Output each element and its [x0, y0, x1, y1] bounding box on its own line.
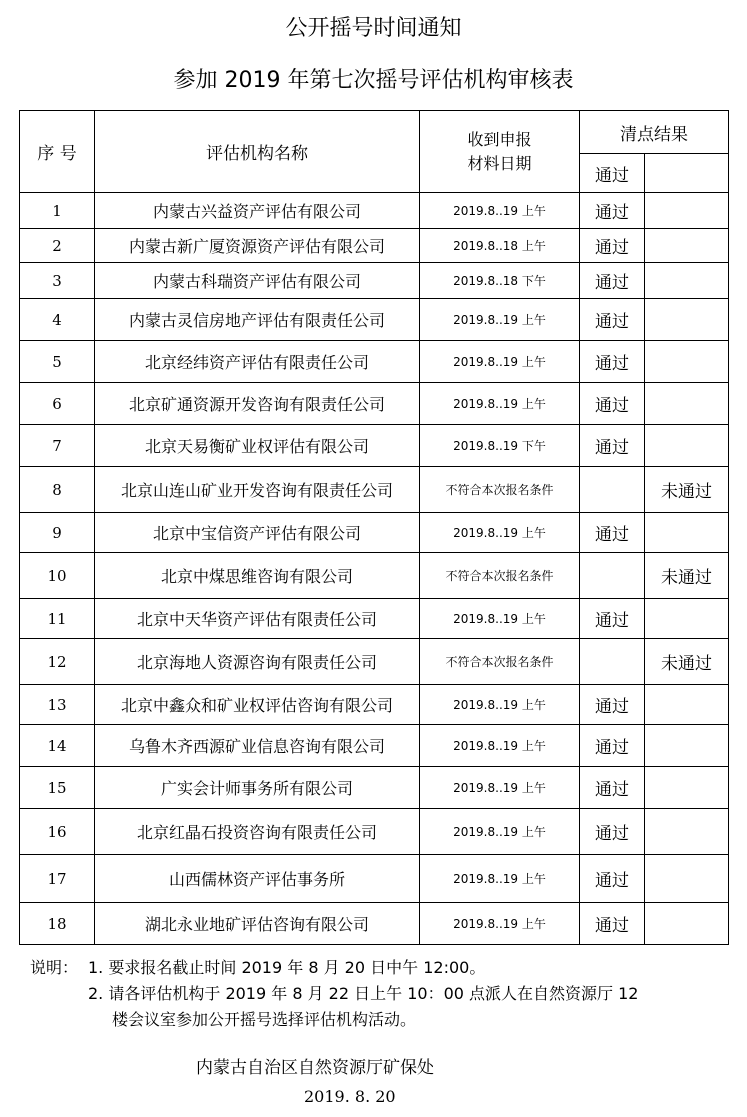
row-result-fail: [645, 685, 729, 725]
notes-section: [30, 955, 740, 1033]
row-result-fail: [645, 855, 729, 903]
header-result-blank: [645, 154, 729, 193]
table-row: [20, 903, 729, 945]
row-received-date: 不符合本次报名条件: [420, 467, 580, 513]
row-result-fail: [645, 767, 729, 809]
row-org-name: 北京矿通资源开发咨询有限责任公司: [95, 383, 420, 425]
row-result-fail: [645, 513, 729, 553]
row-received-date: 不符合本次报名条件: [420, 639, 580, 685]
table-row: [20, 553, 729, 599]
row-received-date: 2019.8..19 上午: [420, 685, 580, 725]
table-row: [20, 599, 729, 639]
row-number: 4: [20, 299, 95, 341]
row-result-fail: 未通过: [645, 553, 729, 599]
row-result-fail: [645, 425, 729, 467]
row-result-pass: 通过: [580, 855, 645, 903]
footer-organization: 内蒙古自治区自然资源厅矿保处: [196, 1058, 434, 1078]
table-title: 参加 2019 年第七次摇号评估机构审核表: [173, 68, 574, 93]
note-2-text: 2. 请各评估机构于 2019 年 8 月 22 日上午 10：00 点派人在自然资源厅 12: [88, 984, 639, 1003]
row-org-name: 北京中煤思维咨询有限公司: [95, 553, 420, 599]
row-received-date: 2019.8..19 上午: [420, 299, 580, 341]
row-result-pass: [580, 467, 645, 513]
note-2: [30, 981, 740, 1007]
row-received-date: 2019.8..19 上午: [420, 341, 580, 383]
table-header: [20, 111, 729, 193]
row-received-date: 2019.8..19 上午: [420, 725, 580, 767]
header-received-date: [420, 111, 580, 193]
table-row: [20, 467, 729, 513]
row-org-name: 湖北永业地矿评估咨询有限公司: [95, 903, 420, 945]
row-received-date: 2019.8..19 上午: [420, 193, 580, 229]
notes-label: 说明：: [30, 958, 79, 977]
row-number: 9: [20, 513, 95, 553]
row-org-name: 内蒙古灵信房地产评估有限责任公司: [95, 299, 420, 341]
row-result-fail: [645, 725, 729, 767]
row-received-date: 2019.8..19 上午: [420, 599, 580, 639]
note-1-text: 1. 要求报名截止时间 2019 年 8 月 20 日中午 12:00。: [88, 958, 486, 977]
row-result-pass: 通过: [580, 229, 645, 263]
row-result-fail: [645, 229, 729, 263]
row-org-name: 北京红晶石投资咨询有限责任公司: [95, 809, 420, 855]
header-date-line2: 材料日期: [467, 153, 532, 173]
table-row: [20, 855, 729, 903]
row-received-date: 2019.8..19 上午: [420, 903, 580, 945]
row-number: 8: [20, 467, 95, 513]
row-number: 13: [20, 685, 95, 725]
row-org-name: 广实会计师事务所有限公司: [95, 767, 420, 809]
row-result-fail: 未通过: [645, 467, 729, 513]
notice-title: 公开摇号时间通知: [285, 16, 462, 41]
row-number: 5: [20, 341, 95, 383]
row-received-date: 2019.8..19 下午: [420, 425, 580, 467]
row-result-pass: 通过: [580, 341, 645, 383]
header-org-name: 评估机构名称: [95, 111, 420, 193]
row-org-name: 北京中鑫众和矿业权评估咨询有限公司: [95, 685, 420, 725]
row-org-name: 北京山连山矿业开发咨询有限责任公司: [95, 467, 420, 513]
row-result-pass: [580, 639, 645, 685]
table-row: [20, 425, 729, 467]
row-result-fail: 未通过: [645, 639, 729, 685]
note-2-continued: 楼会议室参加公开摇号选择评估机构活动。: [112, 1010, 417, 1029]
row-org-name: 内蒙古兴益资产评估有限公司: [95, 193, 420, 229]
row-result-fail: [645, 263, 729, 299]
row-number: 2: [20, 229, 95, 263]
row-org-name: 山西儒林资产评估事务所: [95, 855, 420, 903]
table-row: [20, 809, 729, 855]
table-row: [20, 639, 729, 685]
row-org-name: 北京天易衡矿业权评估有限公司: [95, 425, 420, 467]
table-body: [20, 193, 729, 945]
row-org-name: 北京中天华资产评估有限责任公司: [95, 599, 420, 639]
row-result-pass: 通过: [580, 599, 645, 639]
row-received-date: 2019.8..19 上午: [420, 855, 580, 903]
row-org-name: 乌鲁木齐西源矿业信息咨询有限公司: [95, 725, 420, 767]
row-result-pass: 通过: [580, 725, 645, 767]
footer-date: 2019. 8. 20: [304, 1087, 396, 1106]
row-result-pass: 通过: [580, 263, 645, 299]
row-number: 16: [20, 809, 95, 855]
row-result-fail: [645, 341, 729, 383]
row-received-date: 2019.8..18 上午: [420, 229, 580, 263]
row-number: 10: [20, 553, 95, 599]
row-number: 1: [20, 193, 95, 229]
table-row: [20, 685, 729, 725]
row-org-name: 北京中宝信资产评估有限公司: [95, 513, 420, 553]
row-result-fail: [645, 903, 729, 945]
row-received-date: 2019.8..19 上午: [420, 513, 580, 553]
row-result-pass: 通过: [580, 383, 645, 425]
table-row: [20, 383, 729, 425]
row-number: 12: [20, 639, 95, 685]
note-1: [30, 955, 740, 981]
row-number: 7: [20, 425, 95, 467]
table-row: [20, 193, 729, 229]
table-row: [20, 513, 729, 553]
row-number: 11: [20, 599, 95, 639]
row-org-name: 北京海地人资源咨询有限责任公司: [95, 639, 420, 685]
row-result-pass: 通过: [580, 903, 645, 945]
row-received-date: 2019.8..18 下午: [420, 263, 580, 299]
table-row: [20, 229, 729, 263]
row-number: 18: [20, 903, 95, 945]
row-number: 6: [20, 383, 95, 425]
row-result-fail: [645, 299, 729, 341]
row-received-date: 2019.8..19 上午: [420, 767, 580, 809]
row-result-pass: 通过: [580, 685, 645, 725]
row-org-name: 北京经纬资产评估有限责任公司: [95, 341, 420, 383]
row-result-pass: 通过: [580, 425, 645, 467]
row-result-pass: 通过: [580, 513, 645, 553]
header-seq: 序 号: [20, 111, 95, 193]
table-row: [20, 725, 729, 767]
row-result-fail: [645, 599, 729, 639]
row-received-date: 不符合本次报名条件: [420, 553, 580, 599]
header-result-pass: 通过: [580, 154, 645, 193]
review-table: [19, 110, 729, 945]
row-number: 3: [20, 263, 95, 299]
row-org-name: 内蒙古新广厦资源资产评估有限公司: [95, 229, 420, 263]
row-org-name: 内蒙古科瑞资产评估有限公司: [95, 263, 420, 299]
header-result: 清点结果: [580, 111, 729, 154]
row-result-pass: 通过: [580, 809, 645, 855]
row-number: 17: [20, 855, 95, 903]
row-received-date: 2019.8..19 上午: [420, 383, 580, 425]
header-date-line1: 收到申报: [467, 129, 532, 149]
row-result-pass: [580, 553, 645, 599]
row-result-pass: 通过: [580, 299, 645, 341]
row-result-pass: 通过: [580, 767, 645, 809]
row-result-fail: [645, 809, 729, 855]
row-number: 15: [20, 767, 95, 809]
row-result-fail: [645, 383, 729, 425]
table-row: [20, 263, 729, 299]
row-result-fail: [645, 193, 729, 229]
row-result-pass: 通过: [580, 193, 645, 229]
row-number: 14: [20, 725, 95, 767]
table-row: [20, 299, 729, 341]
table-row: [20, 767, 729, 809]
row-received-date: 2019.8..19 上午: [420, 809, 580, 855]
table-row: [20, 341, 729, 383]
